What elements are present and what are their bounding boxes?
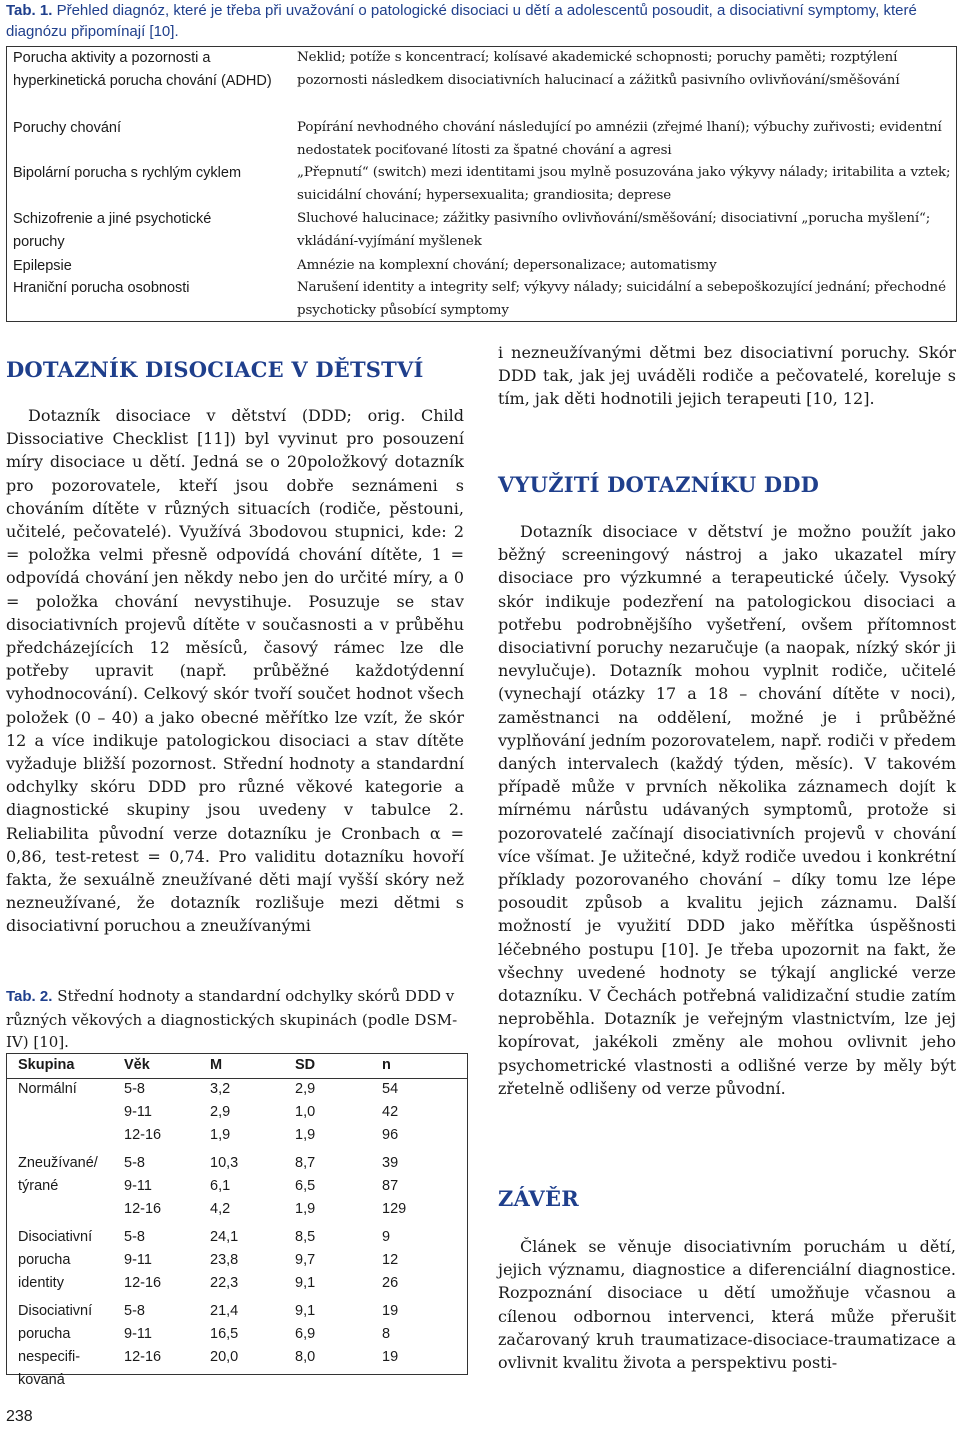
table-cell: 9-11: [124, 1104, 152, 1120]
group-name-cell: nespecifi-: [18, 1349, 81, 1365]
symptoms-cell: Narušení identity a integrity self; výkyvy nálady; suicidální a sebepoškozující jednání; přechodné psychoticky působící symptomy: [297, 280, 946, 318]
table-cell: 21,4: [210, 1303, 239, 1319]
table-cell: 42: [382, 1104, 399, 1120]
table-cell: 5-8: [124, 1303, 145, 1319]
table-cell: 6,1: [210, 1178, 231, 1194]
table-cell: 1,9: [295, 1201, 316, 1217]
table-cell: 12-16: [124, 1127, 162, 1143]
table-cell: 23,8: [210, 1252, 239, 1268]
table-cell: 39: [382, 1155, 399, 1171]
table-cell: 22,3: [210, 1275, 239, 1291]
table-cell: 1,0: [295, 1104, 316, 1120]
table2-caption-text: Střední hodnoty a standardní odchylky skórů DDD v různých věkových a diagnostických skupinách (podle DSM-IV) [10].: [6, 987, 458, 1051]
paragraph: Článek se věnuje disociativním poruchám u dětí, jejich významu, diagnostice a diferenciální diagnostice. Rozpoznání disociace u dětí umožňuje včasnou a cílenou odbornou intervenci, která může přerušit začarovaný kruh traumatizace-disociace-traumatizace a ovlivnit kvalitu života a perspektivu posti-: [498, 1237, 956, 1373]
table-cell: 9,7: [295, 1252, 316, 1268]
table1-caption: [6, 0, 956, 42]
group-name-cell: identity: [18, 1275, 64, 1291]
table-cell: 1,9: [210, 1127, 231, 1143]
table-cell: 8: [382, 1326, 391, 1342]
table-cell: 9,1: [295, 1275, 316, 1291]
table-cell: 87: [382, 1178, 399, 1194]
table-cell: 19: [382, 1303, 399, 1319]
table-cell: 9-11: [124, 1252, 152, 1268]
symptoms-cell: Popírání nevhodného chování následující po amnézii (zřejmé lhaní); výbuchy zuřivosti; evidentní nedostatek pociťované lítosti za špatné chování a agresi: [297, 120, 942, 158]
section-heading-dotaznik: DOTAZNÍK DISOCIACE V DĚTSTVÍ: [6, 357, 424, 382]
table-cell: 96: [382, 1127, 399, 1143]
ddd-scores-table: [6, 1053, 468, 1388]
table-cell: 4,2: [210, 1201, 231, 1217]
group-name-cell: Disociativní: [18, 1229, 93, 1245]
table-cell: 9-11: [124, 1326, 152, 1342]
table-cell: 54: [382, 1081, 399, 1097]
table-cell: 9,1: [295, 1303, 316, 1319]
section-heading-vyuziti: VYUŽITÍ DOTAZNÍKU DDD: [498, 472, 820, 497]
table-row-group: [7, 1226, 467, 1301]
table-cell: 19: [382, 1349, 399, 1365]
diagnosis-cell: Poruchy chování: [13, 120, 122, 136]
group-name-cell: porucha: [18, 1252, 71, 1268]
symptoms-cell: „Přepnutí“ (switch) mezi identitami jsou mylně posuzována jako výkyvy nálady; iritabilita a vztek; suicidální chování; hypersexualita; grandiosita; deprese: [297, 165, 951, 203]
diagnosis-cell: Hraniční porucha osobnosti: [13, 280, 190, 296]
table-header-row: [7, 1054, 467, 1079]
table-cell: 6,9: [295, 1326, 316, 1342]
table1-caption-label: Tab. 1.: [6, 2, 53, 19]
paragraph: Dotazník disociace v dětství je možno použít jako běžný screeningový nástroj a jako ukazatel míry disociace pro výzkumné a terapeutické účely. Vysoký skór indikuje podezření na patologickou disociaci a potřebu podrobnějšího vyšetření, ovšem přítomnost disociativní poruchy nezaručuje (a naopak, nízký skór ji nevylučuje). Dotazník mohou vyplnit rodiče, učitelé (vynechají otázky 17 a 18 – chování dítěte v noci), zaměstnanci na oddělení, možné je i průběžné vyplňování jedním pozorovatelem, např. rodiči v předem daných intervalech (každý týden, měsíc). V takovém případě může v prvních několika záznamech dojít k mírnému nárůstu udávaných symptomů, protože si pozorovatelé začínají disociativních projevů v chování více všímat. Je užitečné, když rodiče uvedou i konkrétní příklady pozorovaného chování – díky tomu lze lépe posoudit způsob a kvalitu jejich záznamu. Další možností je využití DDD jako měřítka úspěšnosti léčebného postupu [10]. Je třeba upozornit na fakt, že všechny uvedené hodnoty se týkají anglické verze dotazníku. V Čechách potřebná validizační studie zatím neproběhla. Dotazník je veřejným vlastnictvím, lze jej kopírovat, jakékoli změny ale mohou ovlivnit jeho psychometrické vlastnosti a odlišné verze by měly být zřetelně odlišeny od verze původní.: [498, 522, 956, 1098]
table-cell: 20,0: [210, 1349, 239, 1365]
diagnosis-table: [6, 46, 957, 322]
table-row-group: [7, 1152, 467, 1227]
column-header: n: [382, 1057, 391, 1073]
table-cell: 16,5: [210, 1326, 239, 1342]
column-header: Skupina: [18, 1057, 75, 1073]
table-row-group: [7, 1300, 467, 1398]
diagnosis-cell: Porucha aktivity a pozornosti a hyperkinetická porucha chování (ADHD): [13, 50, 272, 89]
group-name-cell: porucha: [18, 1326, 71, 1342]
table-row-group: [7, 1078, 467, 1153]
table-cell: 3,2: [210, 1081, 231, 1097]
diagnosis-cell: Bipolární porucha s rychlým cyklem: [13, 165, 242, 181]
table-cell: 5-8: [124, 1155, 145, 1171]
section-body-vyuziti: [498, 520, 956, 1100]
table-cell: 129: [382, 1201, 407, 1217]
page-number: 238: [6, 1408, 33, 1425]
table1-caption-text: Přehled diagnóz, které je třeba při uvažování o patologické disociaci u dětí a adolescentů posoudit, a disociativní symptomy, které diagnózu připomínají [10].: [6, 2, 917, 40]
symptoms-cell: Amnézie na komplexní chování; depersonalizace; automatismy: [297, 258, 717, 273]
paragraph: i nezneužívanými dětmi bez disociativní poruchy. Skór DDD tak, jak jej uváděli rodiče a pečovatelé, koreluje s tím, jak děti hodnotili jejich terapeuti [10, 12].: [498, 343, 956, 409]
group-name-cell: Normální: [18, 1081, 77, 1097]
table-cell: 2,9: [295, 1081, 316, 1097]
continuation-paragraph: [498, 341, 956, 411]
group-name-cell: Zneužívané/: [18, 1155, 98, 1171]
table-cell: 5-8: [124, 1229, 145, 1245]
section-body-zaver: [498, 1235, 956, 1374]
symptoms-cell: Sluchové halucinace; zážitky pasivního ovlivňování/směšování; disociativní „porucha myšlení“; vkládání-vyjímání myšlenek: [297, 211, 931, 249]
table2-caption-label: Tab. 2.: [6, 988, 53, 1005]
table-cell: 10,3: [210, 1155, 239, 1171]
table-cell: 24,1: [210, 1229, 239, 1245]
group-name-cell: kovaná: [18, 1372, 65, 1388]
diagnosis-cell: Epilepsie: [13, 258, 72, 274]
table-cell: 5-8: [124, 1081, 145, 1097]
table-cell: 8,7: [295, 1155, 316, 1171]
column-header: Věk: [124, 1057, 150, 1073]
paragraph: Dotazník disociace v dětství (DDD; orig. Child Dissociative Checklist [11]) byl vyvinut pro posouzení míry disociace u dětí. Jedná se o 20položkový dotazník pro pozorovatele, kteří jsou dobře seznámeni s chováním dítěte v různých situacích (rodiče, pěstouni, učitelé, pečovatelé). Využívá 3bodovou stupnici, kde: 2 = položka velmi přesně odpovídá chování dítěte, 1 = odpovídá chování jen někdy nebo jen do určité míry, a 0 = položka chování nevystihuje. Posuzuje se stav disociativních projevů dítěte v současnosti a v průběhu předcházejících 12 měsíců, časový rámec lze dle potřeby upravit (např. průběžné každotýdenní vyhodnocování). Celkový skór tvoří součet hodnot všech položek (0 – 40) a jako obecné měřítko lze vzít, že skór 12 a více indikuje patologickou disociaci a stav dítěte vyžaduje bližší pozornost. Střední hodnoty a standardní odchylky skóru DDD pro různé věkové kategorie a diagnostické skupiny jsou uvedeny v tabulce 2. Reliabilita původní verze dotazníku je Cronbach α = 0,86, test-retest = 0,74. Pro validitu dotazníku hovoří fakta, že sexuálně zneužívané děti mají vyšší skóry než nezneužívané, že dotazník rozlišuje mezi dětmi s disociativní poruchou a zneužívanými: [6, 406, 464, 936]
table2-caption: [6, 985, 468, 1054]
table-cell: 6,5: [295, 1178, 316, 1194]
table-cell: 12-16: [124, 1201, 162, 1217]
column-header: M: [210, 1057, 223, 1073]
table-cell: 9-11: [124, 1178, 152, 1194]
table-cell: 12-16: [124, 1275, 162, 1291]
table-cell: 9: [382, 1229, 391, 1245]
table-cell: 26: [382, 1275, 399, 1291]
symptoms-cell: Neklid; potíže s koncentrací; kolísavé akademické schopnosti; poruchy paměti; rozptýlení pozornosti následkem disociativních halucinací a zážitků pasivního ovlivňování/směšování: [297, 50, 900, 88]
diagnosis-cell: Schizofrenie a jiné psychotické poruchy: [13, 211, 212, 250]
table-cell: 12: [382, 1252, 399, 1268]
table-cell: 8,5: [295, 1229, 316, 1245]
column-header: SD: [295, 1057, 316, 1073]
section-heading-zaver: ZÁVĚR: [498, 1186, 579, 1211]
table-cell: 1,9: [295, 1127, 316, 1143]
group-name-cell: Disociativní: [18, 1303, 93, 1319]
table-cell: 12-16: [124, 1349, 162, 1365]
table-cell: 2,9: [210, 1104, 231, 1120]
section-body-dotaznik: [6, 404, 464, 938]
group-name-cell: týrané: [18, 1178, 59, 1194]
table-cell: 8,0: [295, 1349, 316, 1365]
